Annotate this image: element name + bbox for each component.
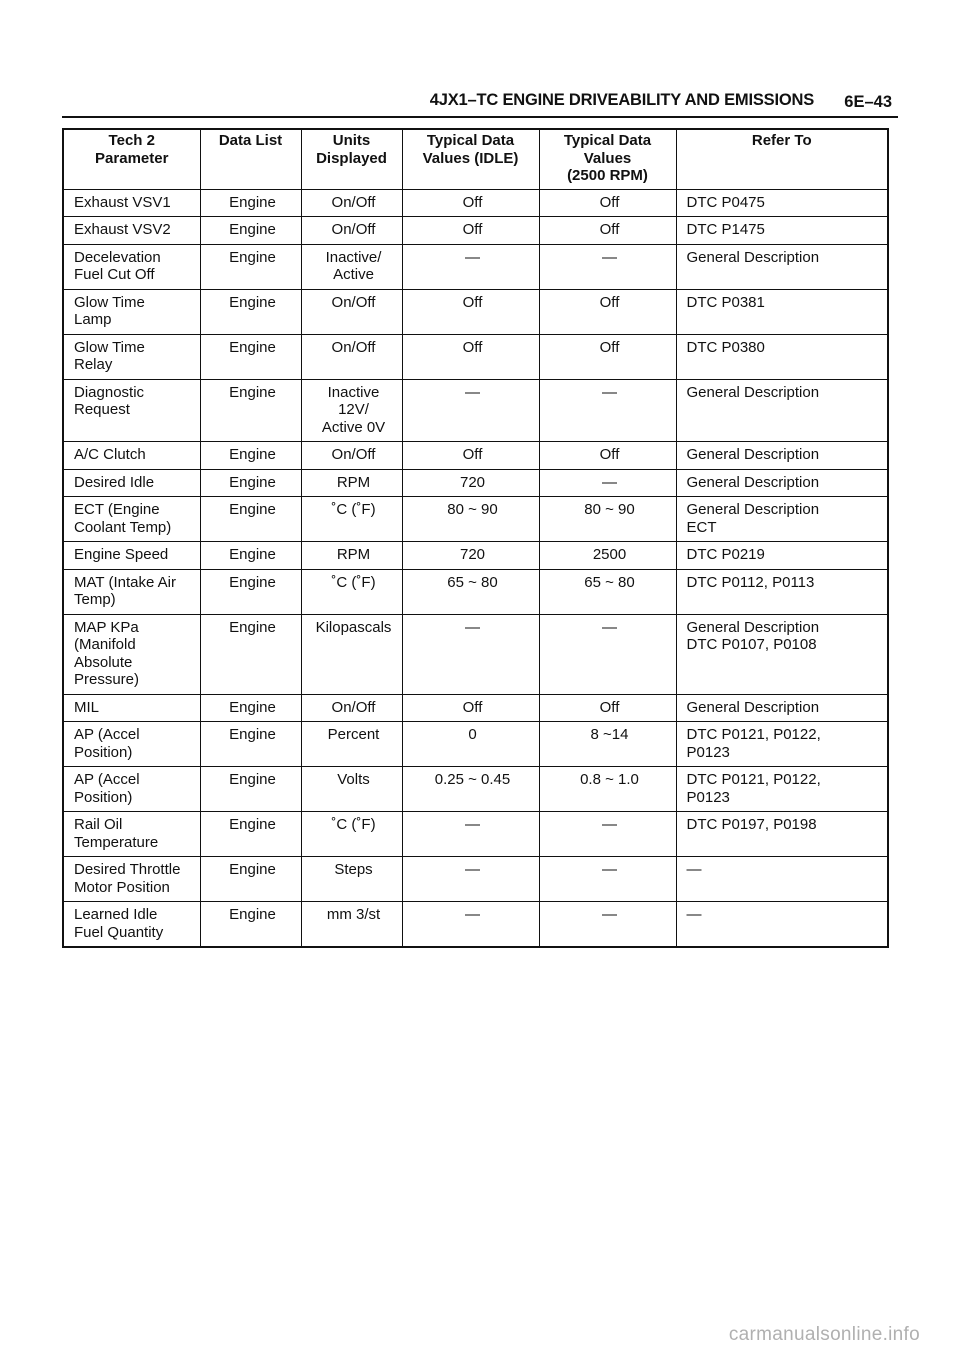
cell-idle-value: 720 (402, 469, 539, 497)
column-header: Typical Data Values (IDLE) (402, 129, 539, 189)
cell-refer-to: DTC P1475 (676, 217, 888, 245)
cell-idle-value: 65 ~ 80 (402, 569, 539, 614)
cell-data-list: Engine (200, 857, 301, 902)
cell-refer-to: General Description (676, 442, 888, 470)
cell-units: RPM (301, 542, 402, 570)
cell-refer-to: General Description (676, 469, 888, 497)
cell-units: On/Off (301, 217, 402, 245)
cell-units: ˚C (˚F) (301, 812, 402, 857)
table-row (63, 217, 888, 245)
cell-2500rpm-value: Off (539, 442, 676, 470)
table-row (63, 614, 888, 694)
cell-units: Steps (301, 857, 402, 902)
cell-data-list: Engine (200, 379, 301, 442)
table-row (63, 857, 888, 902)
table-row (63, 812, 888, 857)
cell-data-list: Engine (200, 812, 301, 857)
cell-idle-value: — (402, 902, 539, 948)
cell-units: RPM (301, 469, 402, 497)
cell-refer-to: General Description (676, 244, 888, 289)
cell-data-list: Engine (200, 614, 301, 694)
table-row (63, 379, 888, 442)
column-header: Data List (200, 129, 301, 189)
cell-units: Inactive/ Active (301, 244, 402, 289)
cell-data-list: Engine (200, 289, 301, 334)
cell-units: On/Off (301, 189, 402, 217)
cell-idle-value: Off (402, 442, 539, 470)
cell-parameter: Learned Idle Fuel Quantity (63, 902, 200, 948)
cell-parameter: Diagnostic Request (63, 379, 200, 442)
page-number: 6E–43 (844, 93, 892, 111)
table-row (63, 497, 888, 542)
cell-units: mm 3/st (301, 902, 402, 948)
column-header: Units Displayed (301, 129, 402, 189)
cell-data-list: Engine (200, 722, 301, 767)
cell-parameter: Decelevation Fuel Cut Off (63, 244, 200, 289)
cell-parameter: AP (Accel Position) (63, 722, 200, 767)
cell-units: ˚C (˚F) (301, 497, 402, 542)
cell-parameter: Rail Oil Temperature (63, 812, 200, 857)
cell-units: On/Off (301, 289, 402, 334)
cell-2500rpm-value: — (539, 379, 676, 442)
cell-data-list: Engine (200, 217, 301, 245)
column-header: Tech 2 Parameter (63, 129, 200, 189)
cell-idle-value: Off (402, 289, 539, 334)
table-row (63, 722, 888, 767)
cell-2500rpm-value: Off (539, 289, 676, 334)
cell-2500rpm-value: 0.8 ~ 1.0 (539, 767, 676, 812)
cell-parameter: Exhaust VSV1 (63, 189, 200, 217)
cell-data-list: Engine (200, 244, 301, 289)
cell-data-list: Engine (200, 767, 301, 812)
cell-units: Volts (301, 767, 402, 812)
cell-data-list: Engine (200, 694, 301, 722)
cell-2500rpm-value: — (539, 469, 676, 497)
cell-data-list: Engine (200, 469, 301, 497)
cell-units: On/Off (301, 442, 402, 470)
cell-refer-to: DTC P0381 (676, 289, 888, 334)
cell-idle-value: — (402, 614, 539, 694)
page-title: 4JX1–TC ENGINE DRIVEABILITY AND EMISSIONS (429, 91, 814, 109)
cell-parameter: AP (Accel Position) (63, 767, 200, 812)
cell-refer-to: General Description (676, 379, 888, 442)
cell-parameter: Glow Time Relay (63, 334, 200, 379)
cell-parameter: ECT (Engine Coolant Temp) (63, 497, 200, 542)
cell-parameter: Exhaust VSV2 (63, 217, 200, 245)
cell-idle-value: 0.25 ~ 0.45 (402, 767, 539, 812)
cell-2500rpm-value: 2500 (539, 542, 676, 570)
cell-2500rpm-value: 80 ~ 90 (539, 497, 676, 542)
cell-2500rpm-value: Off (539, 694, 676, 722)
cell-units: ˚C (˚F) (301, 569, 402, 614)
cell-2500rpm-value: — (539, 614, 676, 694)
cell-data-list: Engine (200, 334, 301, 379)
cell-2500rpm-value: Off (539, 189, 676, 217)
cell-refer-to: DTC P0121, P0122, P0123 (676, 767, 888, 812)
cell-parameter: MAT (Intake Air Temp) (63, 569, 200, 614)
cell-refer-to: — (676, 902, 888, 948)
cell-data-list: Engine (200, 902, 301, 948)
table-row (63, 334, 888, 379)
table-row (63, 442, 888, 470)
cell-refer-to: — (676, 857, 888, 902)
cell-2500rpm-value: — (539, 902, 676, 948)
cell-refer-to: General Description (676, 694, 888, 722)
table-row (63, 469, 888, 497)
cell-idle-value: — (402, 244, 539, 289)
cell-parameter: Desired Idle (63, 469, 200, 497)
cell-idle-value: Off (402, 334, 539, 379)
watermark-text: carmanualsonline.info (728, 1324, 920, 1345)
cell-idle-value: Off (402, 217, 539, 245)
cell-units: On/Off (301, 334, 402, 379)
cell-parameter: MIL (63, 694, 200, 722)
table-row (63, 569, 888, 614)
cell-data-list: Engine (200, 569, 301, 614)
cell-idle-value: — (402, 857, 539, 902)
table-row (63, 767, 888, 812)
cell-idle-value: Off (402, 694, 539, 722)
cell-idle-value: — (402, 379, 539, 442)
cell-parameter: Engine Speed (63, 542, 200, 570)
cell-data-list: Engine (200, 542, 301, 570)
cell-refer-to: DTC P0112, P0113 (676, 569, 888, 614)
cell-refer-to: DTC P0380 (676, 334, 888, 379)
cell-units: Inactive 12V/ Active 0V (301, 379, 402, 442)
cell-parameter: MAP KPa (Manifold Absolute Pressure) (63, 614, 200, 694)
cell-data-list: Engine (200, 442, 301, 470)
cell-idle-value: 80 ~ 90 (402, 497, 539, 542)
cell-2500rpm-value: — (539, 244, 676, 289)
table-row (63, 694, 888, 722)
cell-idle-value: 0 (402, 722, 539, 767)
cell-units: On/Off (301, 694, 402, 722)
cell-refer-to: DTC P0475 (676, 189, 888, 217)
cell-parameter: A/C Clutch (63, 442, 200, 470)
cell-2500rpm-value: Off (539, 217, 676, 245)
cell-2500rpm-value: 8 ~14 (539, 722, 676, 767)
table-row (63, 289, 888, 334)
cell-parameter: Glow Time Lamp (63, 289, 200, 334)
cell-parameter: Desired Throttle Motor Position (63, 857, 200, 902)
table-row (63, 902, 888, 948)
cell-data-list: Engine (200, 497, 301, 542)
column-header: Refer To (676, 129, 888, 189)
column-header: Typical Data Values (2500 RPM) (539, 129, 676, 189)
tech2-parameter-table (62, 128, 889, 948)
table-row (63, 189, 888, 217)
cell-2500rpm-value: — (539, 812, 676, 857)
cell-refer-to: DTC P0121, P0122, P0123 (676, 722, 888, 767)
cell-2500rpm-value: 65 ~ 80 (539, 569, 676, 614)
cell-refer-to: DTC P0197, P0198 (676, 812, 888, 857)
table-row (63, 244, 888, 289)
table-header-row (63, 129, 888, 189)
cell-units: Percent (301, 722, 402, 767)
cell-units: Kilopascals (301, 614, 402, 694)
page-header (62, 88, 898, 118)
cell-2500rpm-value: Off (539, 334, 676, 379)
table-row (63, 542, 888, 570)
cell-refer-to: General Description DTC P0107, P0108 (676, 614, 888, 694)
cell-refer-to: General Description ECT (676, 497, 888, 542)
cell-idle-value: 720 (402, 542, 539, 570)
cell-idle-value: — (402, 812, 539, 857)
cell-data-list: Engine (200, 189, 301, 217)
cell-refer-to: DTC P0219 (676, 542, 888, 570)
cell-2500rpm-value: — (539, 857, 676, 902)
cell-idle-value: Off (402, 189, 539, 217)
